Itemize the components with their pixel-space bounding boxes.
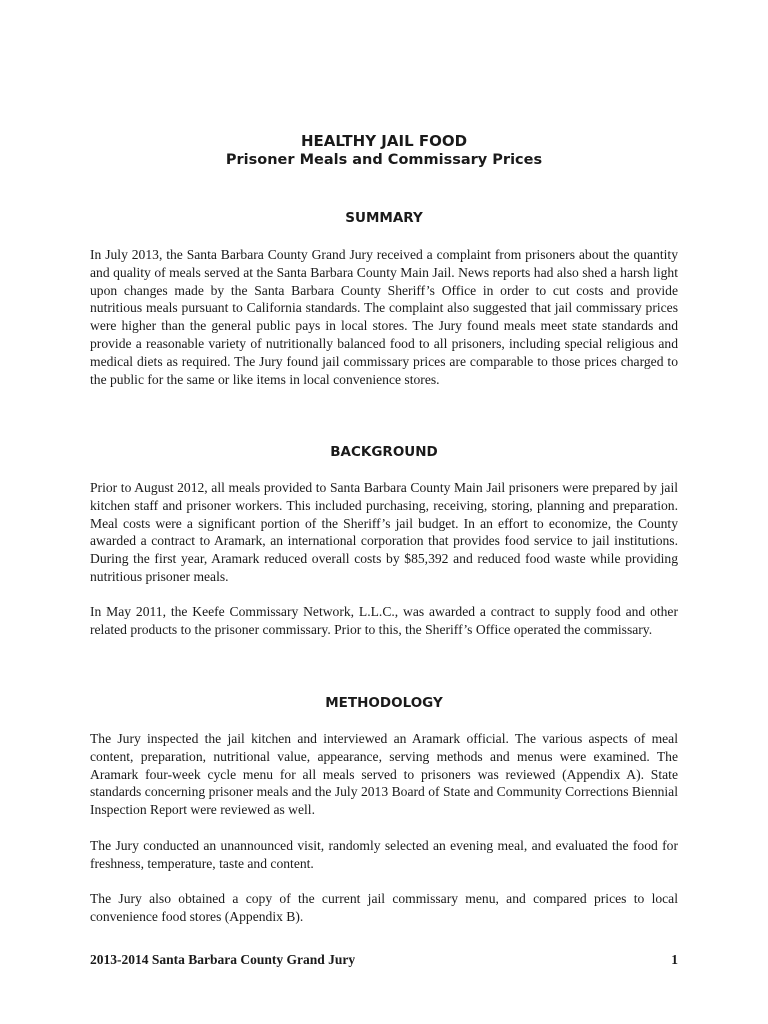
document-title: HEALTHY JAIL FOOD xyxy=(300,132,468,150)
background-paragraph-2: In May 2011, the Keefe Commissary Network, L.L.C., was awarded a contract to supply food and other related products to the prisoner commissary. Prior to this, the Sheriff’s Office operated the commissary. xyxy=(90,604,678,637)
background-paragraph-1: Prior to August 2012, all meals provided to Santa Barbara County Main Jail prisoners were prepared by jail kitchen staff and prisoner workers. This included purchasing, receiving, storing, planning and preparation. Meal costs were a significant portion of the Sheriff’s jail budget. In an effort to economize, the County awarded a contract to Aramark, an international corporation that provides food service to jail institutions. During the first year, Aramark reduced overall costs by $85,392 and reduced food waste while providing nutritious prisoner meals. xyxy=(90,480,678,584)
methodology-paragraph-1: The Jury inspected the jail kitchen and interviewed an Aramark official. The various aspects of meal content, preparation, nutritional value, appearance, serving methods and menus were examined. The Aramark four-week cycle menu for all meals served to prisoners was reviewed (Appendix A). State standards concerning prisoner meals and the July 2013 Board of State and Community Corrections Biennial Inspection Report were reviewed as well. xyxy=(90,731,678,818)
summary-heading: SUMMARY xyxy=(345,210,423,226)
document-subtitle: Prisoner Meals and Commissary Prices xyxy=(225,152,543,168)
background-heading: BACKGROUND xyxy=(330,444,438,460)
methodology-heading: METHODOLOGY xyxy=(325,695,443,711)
summary-paragraph: In July 2013, the Santa Barbara County Grand Jury received a complaint from prisoners about the quantity and quality of meals served at the Santa Barbara County Main Jail. News reports had also shed a harsh light upon changes made by the Santa Barbara County Sheriff’s Office in order to cut costs and provide nutritious meals pursuant to California standards. The complaint also suggested that jail commissary prices were higher than the general public pays in local stores. The Jury found meals meet state standards and provide a reasonable variety of nutritionally balanced food to all prisoners, including special religious and medical diets as required. The Jury found jail commissary prices are comparable to those prices charged to the public for the same or like items in local convenience stores. xyxy=(90,247,678,387)
methodology-paragraph-3: The Jury also obtained a copy of the current jail commissary menu, and compared prices to local convenience food stores (Appendix B). xyxy=(90,891,678,924)
methodology-paragraph-2: The Jury conducted an unannounced visit, randomly selected an evening meal, and evaluated the food for freshness, temperature, taste and content. xyxy=(90,838,678,871)
page-number: 1 xyxy=(671,952,678,967)
footer-org-label: 2013-2014 Santa Barbara County Grand Jury xyxy=(90,952,356,967)
